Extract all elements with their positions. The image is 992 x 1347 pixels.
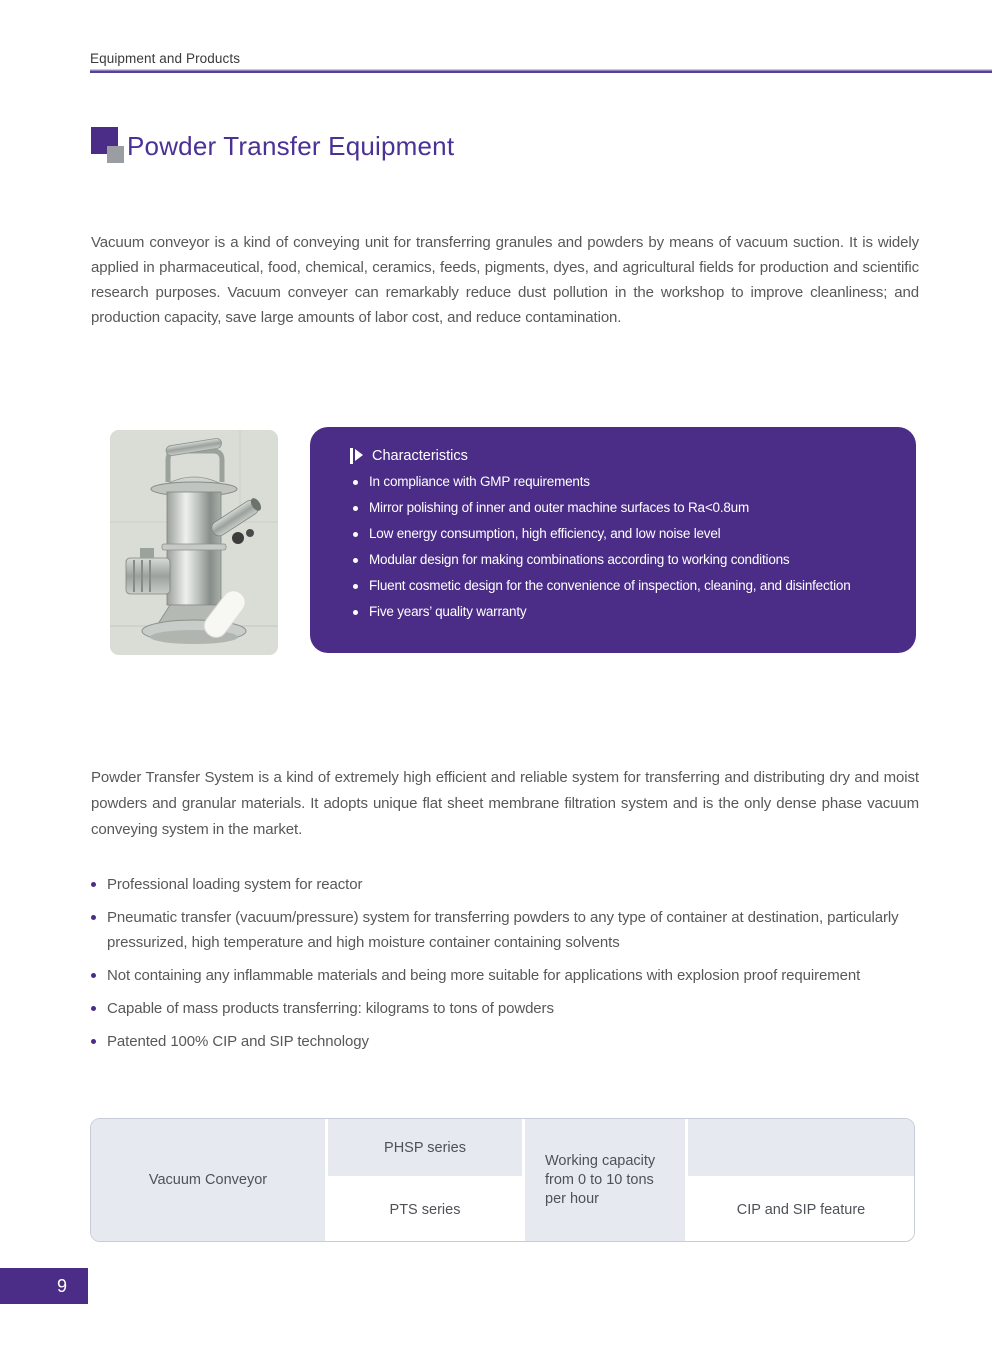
table-cell-feature-bottom: CIP and SIP feature [688,1179,914,1241]
characteristics-item: Low energy consumption, high efficiency, and low noise level [350,526,876,542]
header-divider [90,69,992,73]
feature-item: Pneumatic transfer (vacuum/pressure) system for transferring powders to any type of container at destination, particularly pressurized, high temperature and high moisture container containing solvents [90,905,922,955]
features-list [90,872,922,1062]
table-cell-feature-top [688,1119,914,1179]
feature-item: Patented 100% CIP and SIP technology [90,1029,922,1054]
characteristics-item: Five years’ quality warranty [350,604,876,620]
title-accent-square-small [107,146,124,163]
header-label: Equipment and Products [90,51,241,66]
spec-col-capacity [525,1119,688,1241]
table-cell-series-bottom: PTS series [328,1179,522,1241]
page-number: 9 [56,1275,67,1296]
feature-item: Capable of mass products transferring: kilograms to tons of powders [90,996,922,1021]
table-cell-series-top: PHSP series [328,1119,522,1179]
characteristics-item: Mirror polishing of inner and outer machine surfaces to Ra<0.8um [350,500,876,516]
characteristics-item: In compliance with GMP requirements [350,474,876,490]
spec-col-product [91,1119,328,1241]
feature-item: Professional loading system for reactor [90,872,922,897]
characteristics-list [350,474,876,620]
spec-col-feature [688,1119,914,1241]
page-number-badge [0,1268,88,1304]
table-cell-product: Vacuum Conveyor [91,1119,325,1241]
page-title: Powder Transfer Equipment [127,131,455,161]
vacuum-conveyor-illustration [110,430,278,655]
feature-item: Not containing any inflammable materials and being more suitable for applications with explosion proof requirement [90,963,922,988]
characteristics-item: Modular design for making combinations according to working conditions [350,552,876,568]
equipment-photo [110,430,278,655]
characteristics-heading: Characteristics [372,448,468,464]
spec-col-series [328,1119,525,1241]
table-cell-capacity: Working capacity from 0 to 10 tons per hour [525,1119,685,1241]
intro-paragraph: Vacuum conveyor is a kind of conveying unit for transferring granules and powders by means of vacuum suction. It is widely applied in pharmaceutical, food, chemical, ceramics, feeds, pigments, dyes, and agricultural fields for production and scientific research purposes. Vacuum conveyer can remarkably reduce dust pollution in the workshop to improve cleanliness; and production capacity, save large amounts of labor cost, and reduce contamination. [91,234,919,326]
system-paragraph: Powder Transfer System is a kind of extremely high efficient and reliable system for transferring and distributing dry and moist powders and granular materials. It adopts unique flat sheet membrane filtration system and is the only dense phase vacuum conveying system in the market. [91,769,919,838]
characteristics-item: Fluent cosmetic design for the convenience of inspection, cleaning, and disinfection [350,578,876,594]
flag-icon [350,448,363,464]
spec-table [90,1118,915,1242]
characteristics-panel [310,427,916,653]
